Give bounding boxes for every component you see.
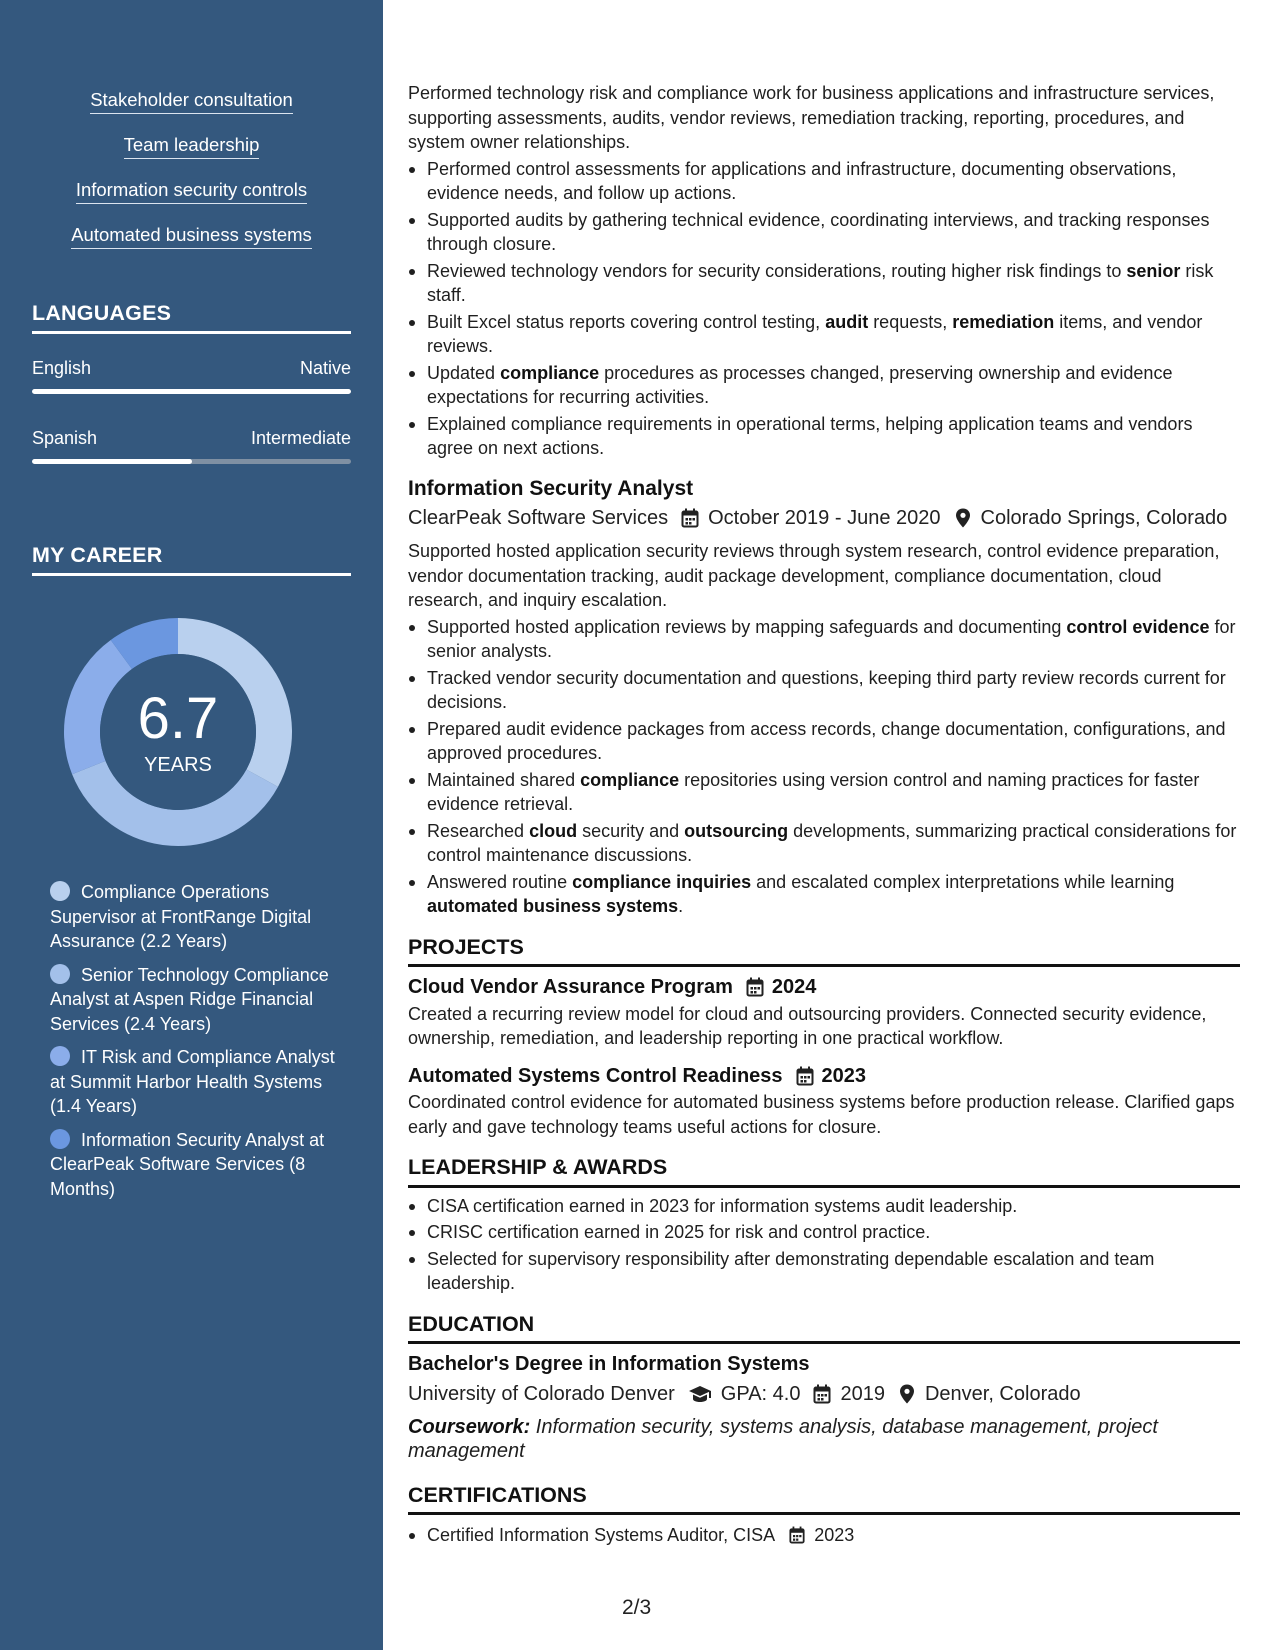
bullet-text: compliance bbox=[580, 769, 680, 790]
bullet-text: Explained compliance requirements in operational terms, helping application teams and vendors agree on next actions. bbox=[427, 413, 1193, 458]
bullet-text: Researched bbox=[427, 820, 530, 841]
language-name: Spanish bbox=[32, 428, 98, 448]
career-legend-item bbox=[50, 1128, 340, 1202]
bullet-text: procedures as processes changed, preserving ownership and evidence expectations for recurring activities. bbox=[427, 362, 1173, 407]
bullet-text: audit bbox=[825, 311, 869, 332]
legend-dot bbox=[50, 1129, 70, 1149]
bullet-item bbox=[408, 157, 1240, 206]
bullet-text: requests, bbox=[868, 311, 953, 332]
bullet-text: . bbox=[678, 896, 684, 916]
education-meta bbox=[408, 1381, 1240, 1407]
language-bar-fill bbox=[32, 389, 351, 394]
leadership-heading: LEADERSHIP & AWARDS bbox=[408, 1155, 1240, 1188]
bullet-text: Supported audits by gathering technical evidence, coordinating interviews, and tracking responses through closure. bbox=[427, 209, 1210, 254]
bullet-item bbox=[408, 768, 1240, 817]
bullet-item bbox=[408, 208, 1240, 257]
education-heading: EDUCATION bbox=[408, 1312, 1240, 1345]
legend-dot bbox=[50, 964, 70, 984]
bullet-item bbox=[408, 361, 1240, 410]
bullet-text: Maintained shared bbox=[427, 769, 581, 790]
calendar-icon bbox=[681, 508, 699, 528]
project-year: 2024 bbox=[771, 976, 817, 998]
bullet-item bbox=[408, 666, 1240, 715]
projects-heading: PROJECTS bbox=[408, 935, 1240, 968]
bullet-text: automated business systems bbox=[427, 896, 679, 916]
career-total-unit: YEARS bbox=[144, 754, 212, 776]
bullet-text: and escalated complex interpretations while learning bbox=[751, 871, 1175, 892]
education-location: Denver, Colorado bbox=[924, 1382, 1081, 1405]
language-spanish bbox=[32, 428, 351, 464]
bullet-text: outsourcing bbox=[684, 820, 789, 841]
career-total-value: 6.7 bbox=[137, 686, 219, 751]
job-summary: Performed technology risk and compliance work for business applications and infrastructure services, supporting assessments, audits, vendor reviews, remediation tracking, reporting, procedures, and system owner relationships. bbox=[408, 83, 1215, 152]
bullet-text: security and bbox=[577, 820, 685, 841]
sidebar bbox=[0, 0, 383, 1650]
degree-title: Bachelor's Degree in Information Systems bbox=[408, 1353, 810, 1375]
project-name: Cloud Vendor Assurance Program bbox=[408, 976, 733, 998]
leadership-item: Selected for supervisory responsibility after demonstrating dependable escalation and team leadership. bbox=[408, 1247, 1240, 1296]
graduation-cap-icon bbox=[688, 1384, 712, 1404]
bullet-text: Reviewed technology vendors for security considerations, routing higher risk findings to bbox=[427, 260, 1127, 281]
project-description: Created a recurring review model for cloud and outsourcing providers. Connected security evidence, ownership, remediation, and leadership reporting in one practical workflow. bbox=[408, 1003, 1207, 1048]
calendar-icon bbox=[796, 1066, 814, 1086]
bullet-text: senior bbox=[1126, 260, 1181, 281]
bullet-item bbox=[408, 259, 1240, 308]
language-level: Intermediate bbox=[250, 428, 351, 448]
location-pin-icon bbox=[898, 1384, 916, 1404]
experience-continued bbox=[408, 81, 1240, 1548]
bullet-item bbox=[408, 615, 1240, 664]
job-bullets bbox=[408, 157, 1240, 461]
calendar-icon bbox=[789, 1526, 805, 1544]
skill-item: Information security controls bbox=[76, 178, 307, 204]
languages-heading: LANGUAGES bbox=[32, 301, 351, 334]
skill-item: Stakeholder consultation bbox=[90, 88, 293, 114]
job-title: Information Security Analyst bbox=[408, 476, 694, 500]
certification-name: Certified Information Systems Auditor, CISA bbox=[427, 1525, 775, 1545]
bullet-item bbox=[408, 310, 1240, 359]
legend-dot bbox=[50, 881, 70, 901]
skill-item: Automated business systems bbox=[71, 223, 312, 249]
career-legend-text: Senior Technology Compliance Analyst at Aspen Ridge Financial Services (2.4 Years) bbox=[50, 964, 329, 1034]
bullet-text: Prepared audit evidence packages from access records, change documentation, configurations, and approved procedures. bbox=[427, 718, 1226, 763]
leadership-list bbox=[408, 1194, 1240, 1296]
career-legend-text: Information Security Analyst at ClearPeak Software Services (8 Months) bbox=[50, 1129, 325, 1199]
project-name: Automated Systems Control Readiness bbox=[408, 1064, 783, 1087]
bullet-text: Answered routine bbox=[427, 871, 573, 892]
language-name: English bbox=[32, 358, 92, 378]
bullet-text: remediation bbox=[952, 311, 1055, 332]
job-dates: October 2019 - June 2020 bbox=[708, 507, 941, 529]
language-bar bbox=[32, 389, 351, 394]
calendar-icon bbox=[813, 1384, 831, 1404]
project-title bbox=[408, 1064, 1240, 1089]
school-name: University of Colorado Denver bbox=[408, 1382, 675, 1405]
bullet-text: compliance bbox=[500, 362, 600, 383]
page-number: 2/3 bbox=[622, 1596, 652, 1619]
career-legend-text: Compliance Operations Supervisor at FrontRange Digital Assurance (2.2 Years) bbox=[50, 882, 312, 951]
bullet-text: items, and vendor reviews. bbox=[427, 311, 1203, 356]
bullet-text: Tracked vendor security documentation and questions, keeping third party review records current for decisions. bbox=[427, 667, 1226, 712]
job-bullets bbox=[408, 615, 1240, 919]
career-legend-text: IT Risk and Compliance Analyst at Summit Harbor Health Systems (1.4 Years) bbox=[50, 1047, 335, 1116]
certifications-heading: CERTIFICATIONS bbox=[408, 1483, 1240, 1516]
coursework-label: Coursework: bbox=[408, 1415, 531, 1438]
bullet-text: compliance inquiries bbox=[572, 871, 752, 892]
job-meta bbox=[408, 505, 1240, 531]
career-legend-item bbox=[50, 1045, 340, 1119]
certifications-list bbox=[408, 1523, 1240, 1548]
language-english bbox=[32, 358, 351, 394]
skill-item: Team leadership bbox=[124, 133, 260, 159]
career-legend bbox=[50, 880, 340, 1210]
legend-dot bbox=[50, 1046, 70, 1066]
bullet-text: control evidence bbox=[1066, 616, 1210, 637]
bullet-text: for senior analysts. bbox=[427, 616, 1236, 661]
education-year: 2019 bbox=[840, 1382, 885, 1405]
leadership-item: CRISC certification earned in 2025 for risk and control practice. bbox=[408, 1220, 1240, 1245]
career-heading: MY CAREER bbox=[32, 543, 351, 576]
bullet-text: Built Excel status reports covering control testing, bbox=[427, 311, 826, 332]
bullet-text: Updated bbox=[427, 362, 501, 383]
calendar-icon bbox=[746, 977, 764, 997]
language-bar bbox=[32, 459, 351, 464]
bullet-text: repositories using version control and naming practices for faster evidence retrieval. bbox=[427, 769, 1200, 814]
leadership-item: CISA certification earned in 2023 for information systems audit leadership. bbox=[408, 1194, 1240, 1219]
language-bar-fill bbox=[32, 459, 192, 464]
certification-item bbox=[408, 1523, 1240, 1548]
project-title bbox=[408, 975, 1240, 1000]
skills-list bbox=[0, 0, 383, 268]
bullet-item bbox=[408, 412, 1240, 461]
job-location: Colorado Springs, Colorado bbox=[980, 507, 1228, 529]
bullet-text: risk staff. bbox=[427, 260, 1214, 305]
certification-year: 2023 bbox=[814, 1525, 855, 1545]
coursework-text: Information security, systems analysis, database management, project management bbox=[408, 1415, 1158, 1462]
bullet-item bbox=[408, 870, 1240, 919]
job-summary: Supported hosted application security reviews through system research, control evidence preparation, vendor documentation tracking, audit package development, compliance documentation, cloud research, and inquiry escalation. bbox=[408, 541, 1220, 610]
job-company: ClearPeak Software Services bbox=[408, 507, 669, 529]
bullet-text: cloud bbox=[529, 820, 578, 841]
bullet-text: developments, summarizing practical considerations for control maintenance discussions. bbox=[427, 820, 1237, 865]
bullet-text: Performed control assessments for applications and infrastructure, documenting observations, evidence needs, and follow up actions. bbox=[427, 158, 1177, 203]
education-gpa: GPA: 4.0 bbox=[720, 1382, 801, 1405]
project-description: Coordinated control evidence for automated business systems before production release. Clarified gaps early and gave technology teams useful actions for closure. bbox=[408, 1092, 1235, 1137]
career-legend-item bbox=[50, 880, 340, 954]
project-year: 2023 bbox=[821, 1064, 867, 1087]
location-pin-icon bbox=[954, 508, 972, 528]
bullet-item bbox=[408, 717, 1240, 766]
coursework bbox=[408, 1415, 1240, 1463]
bullet-text: Supported hosted application reviews by mapping safeguards and documenting bbox=[427, 616, 1067, 637]
language-level: Native bbox=[299, 358, 351, 378]
career-legend-item bbox=[50, 963, 340, 1037]
bullet-item bbox=[408, 819, 1240, 868]
